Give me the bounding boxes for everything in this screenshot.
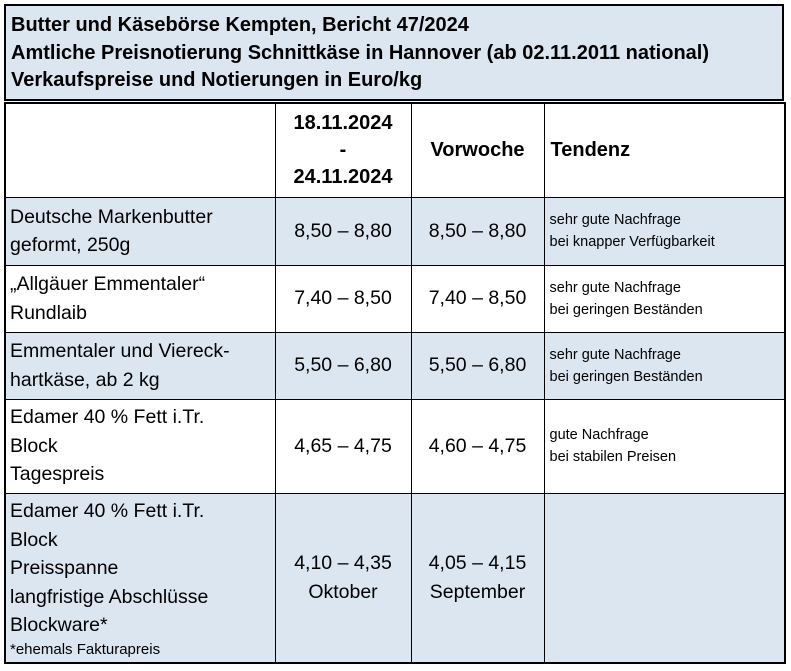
product-cell — [5, 197, 275, 265]
previous-price-cell — [411, 493, 544, 663]
previous-price: 4,60 – 4,75 — [411, 399, 544, 493]
table-row — [5, 265, 785, 332]
trend-cell — [544, 265, 785, 332]
product-name: Edamer 40 % Fett i.Tr. — [10, 500, 205, 522]
current-price: 4,10 – 4,35 — [294, 551, 392, 574]
trend-cell — [544, 332, 785, 399]
product-blockware: Blockware* — [10, 614, 108, 636]
product-price-type: Tagespreis — [10, 463, 105, 486]
current-price: 7,40 – 8,50 — [275, 265, 411, 332]
product-cell — [5, 265, 275, 332]
trend-demand: gute Nachfrage — [549, 427, 649, 443]
product-cell — [5, 493, 275, 663]
report-unit-line: Verkaufspreise und Notierungen in Euro/kg — [11, 69, 423, 91]
table-row — [5, 493, 785, 663]
header-trend: Tendenz — [544, 103, 785, 197]
trend-note: bei geringen Beständen — [549, 301, 703, 318]
current-price: 4,65 – 4,75 — [275, 399, 411, 493]
table-row — [5, 197, 785, 265]
header-product — [5, 103, 275, 197]
current-period: Oktober — [308, 580, 378, 603]
product-form: Block — [10, 434, 58, 457]
price-table — [4, 102, 786, 664]
trend-cell — [544, 399, 785, 493]
previous-price: 4,05 – 4,15 — [428, 551, 527, 574]
product-name: Deutsche Markenbutter — [10, 205, 213, 228]
trend-demand: sehr gute Nachfrage — [549, 346, 681, 363]
trend-note: bei geringen Beständen — [549, 368, 703, 385]
trend-demand: sehr gute Nachfrage — [549, 212, 681, 228]
trend-note: bei stabilen Preisen — [549, 449, 677, 465]
table-header-row — [5, 103, 785, 197]
product-price-type: Preisspanne — [10, 557, 119, 579]
trend-cell — [544, 493, 785, 663]
current-price-cell — [275, 493, 411, 663]
table-row — [5, 399, 785, 493]
product-cell — [5, 399, 275, 493]
header-previous-week: Vorwoche — [411, 103, 544, 197]
report-header — [4, 4, 784, 101]
previous-period: September — [429, 580, 526, 603]
product-footnote: *ehemals Fakturapreis — [10, 640, 161, 658]
product-cell — [5, 332, 275, 399]
product-detail: hartkäse, ab 2 kg — [10, 368, 160, 391]
report-title: Butter und Käsebörse Kempten, Bericht 47/2024 — [11, 14, 469, 36]
product-name: Edamer 40 % Fett i.Tr. — [10, 406, 205, 429]
trend-cell — [544, 197, 785, 265]
table-row — [5, 332, 785, 399]
product-detail: Rundlaib — [10, 301, 87, 324]
trend-note: bei knapper Verfügbarkeit — [549, 234, 715, 250]
product-name: „Allgäuer Emmentaler“ — [10, 273, 206, 295]
report-subtitle: Amtliche Preisnotierung Schnittkäse in Hannover (ab 02.11.2011 national) — [11, 41, 709, 64]
header-current-week — [275, 103, 411, 197]
current-price: 8,50 – 8,80 — [275, 197, 411, 265]
previous-price: 7,40 – 8,50 — [411, 265, 544, 332]
product-detail: geformt, 250g — [10, 234, 131, 256]
header-date-separator: - — [339, 138, 347, 161]
current-price: 5,50 – 6,80 — [275, 332, 411, 399]
previous-price: 8,50 – 8,80 — [411, 197, 544, 265]
previous-price: 5,50 – 6,80 — [411, 332, 544, 399]
product-contract: langfristige Abschlüsse — [10, 585, 209, 608]
header-date-to: 24.11.2024 — [293, 165, 393, 188]
trend-demand: sehr gute Nachfrage — [549, 279, 681, 296]
header-date-from: 18.11.2024 — [293, 111, 393, 134]
product-name: Emmentaler und Viereck- — [10, 340, 230, 362]
product-form: Block — [10, 528, 58, 551]
